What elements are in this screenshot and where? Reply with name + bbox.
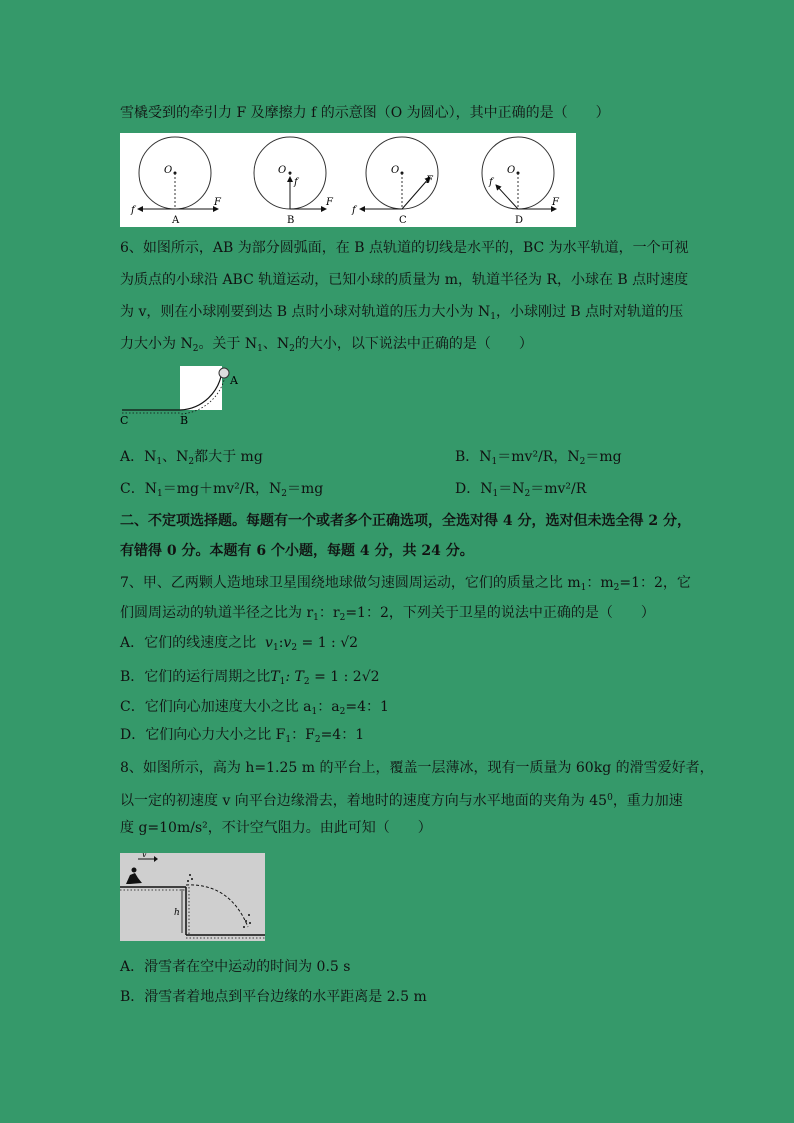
q8-line-1: 8、如图所示，高为 h=1.25 m 的平台上，覆盖一层薄冰，现有一质量为 60kg 的滑雪爱好者， [120, 760, 714, 776]
q6-fig-b: B [180, 414, 189, 427]
q6-line-1: 6、如图所示，AB 为部分圆弧面，在 B 点轨道的切线是水平的，BC 为水平轨道，一个可视 [120, 240, 689, 256]
q8-figure [120, 853, 265, 941]
q6-option-a: A．$N_1$、$N_2$都大于 mg [120, 449, 263, 467]
q7-line-2: 们圆周运动的轨道半径之比为 $r_1$：$r_2=1$：2，下列关于卫星的说法中正确的是（ ） [120, 605, 655, 623]
figure-c-o: O [391, 165, 400, 176]
figure-b-f: f [294, 177, 298, 188]
section-2-line-1: 二、不定项选择题。每题有一个或者多个正确选项，全选对得 4 分，选对但未选全得 2 分， [120, 513, 691, 529]
q8-fig-h: h [174, 908, 180, 918]
figure-b-F: F [326, 197, 333, 208]
figure-a-f: f [131, 205, 135, 216]
figure-b-label: B [287, 215, 295, 226]
q6-option-d: D．$N_1=N_2=mv^2/R$ [455, 481, 587, 499]
q6-figure [118, 362, 258, 428]
q6-option-c: C．$N_1=mg+mv^2/R$，$N_2=mg$ [120, 481, 324, 499]
figure-c-label: C [399, 215, 407, 226]
figure-d-F: F [552, 197, 559, 208]
q8-option-a: A．滑雪者在空中运动的时间为 0.5 s [120, 959, 351, 975]
q8-line-2: 以一定的初速度 v 向平台边缘滑去，着地时的速度方向与水平地面的夹角为 $45^0$，重力加速 [120, 793, 683, 809]
q6-line-2: 为质点的小球沿 ABC 轨道运动，已知小球的质量为 m，轨道半径为 R，小球在 B 点时速度 [120, 272, 689, 288]
q7-option-a: A．它们的线速度之比 $v_1:v_2 = 1$ : √2 [120, 635, 359, 653]
figure-d-o: O [507, 165, 516, 176]
q8-line-3: 度 g=10m/s²，不计空气阻力。由此可知（ ） [120, 820, 432, 836]
figure-d-f: f [489, 177, 493, 188]
figure-b-o: O [278, 165, 287, 176]
q6-fig-a: A [230, 374, 238, 387]
q5-text: 雪橇受到的牵引力 F 及摩擦力 f 的示意图（O 为圆心），其中正确的是（ ） [120, 105, 610, 121]
section-2-line-2: 有错得 0 分。本题有 6 个小题，每题 4 分，共 24 分。 [120, 543, 474, 559]
figure-c-f: f [352, 205, 356, 216]
q7-line-1: 7、甲、乙两颗人造地球卫星围绕地球做匀速圆周运动，它们的质量之比 $m_1$：$m_2=1$：2，它 [120, 575, 691, 593]
q6-fig-c: C [120, 414, 129, 427]
q6-line-4: 力大小为 $N_2$。关于 $N_1$、$N_2$的大小，以下说法中正确的是（ ） [120, 336, 533, 354]
figure-c-F: F [426, 175, 433, 186]
q7-option-d: D．它们向心力大小之比 $F_1$：$F_2=4$：1 [120, 727, 365, 745]
q8-fig-v: v [142, 853, 147, 859]
q8-option-b: B．滑雪者着地点到平台边缘的水平距离是 2.5 m [120, 989, 427, 1005]
figure-a-label: A [172, 215, 180, 226]
q6-line-3: 为 v，则在小球刚要到达 B 点时小球对轨道的压力大小为 $N_1$，小球刚过 B 点时对轨道的压 [120, 304, 684, 322]
figure-d-label: D [515, 215, 524, 226]
figure-a-o: O [164, 165, 173, 176]
figure-a-F: F [214, 197, 221, 208]
q6-option-b: B．$N_1=mv^2/R$，$N_2=mg$ [455, 449, 622, 467]
q7-option-c: C．它们向心加速度大小之比 $a_1$：$a_2=4$：1 [120, 699, 389, 717]
q7-option-b: B．它们的运行周期之比$T_1$: $T_2 = 1$ : 2√2 [120, 669, 380, 687]
q5-figure [120, 133, 576, 227]
